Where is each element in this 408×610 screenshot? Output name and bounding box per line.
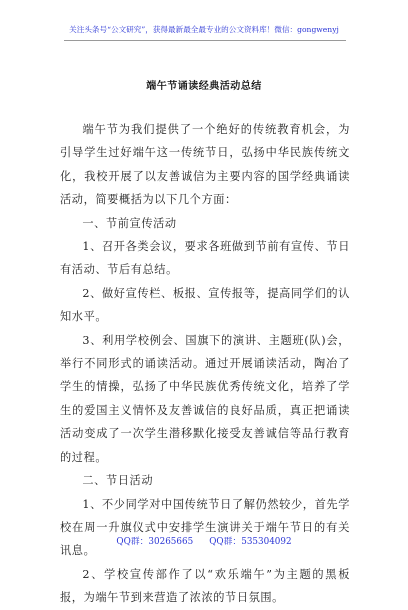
document-title: 端午节诵读经典活动总结 xyxy=(146,81,262,92)
intro-paragraph: 端午节为我们提供了一个绝好的传统教育机会，为引导学生过好端午这一传统节日，弘扬中华民族传统文化，我校开展了以友善诚信为主要内容的国学经典诵读活动，简要概括为以下几个方面： xyxy=(60,123,350,207)
section-heading-pre-festival: 一、节前宣传活动 xyxy=(82,216,177,230)
footer-qq-group-2[interactable]: QQ群：535304092 xyxy=(209,537,292,547)
footer-contact xyxy=(0,534,408,547)
list-item-speech: 1、不少同学对中国传统节日了解仍然较少，首先学校在周一升旗仪式中安排学生演讲关于端午节日的有关讯息。 xyxy=(60,497,350,558)
header-banner[interactable]: 关注头条号“公文研究”，获得最新最全最专业的公文资料库！微信：gongwenyj xyxy=(69,25,339,34)
list-item-publicity: 2、做好宣传栏、板报、宣传报等，提高同学们的认知水平。 xyxy=(60,286,350,324)
list-item-meetings: 1、召开各类会议，要求各班做到节前有宣传、节日有活动、节后有总结。 xyxy=(60,240,350,277)
footer-qq-group-1[interactable]: QQ群：30265665 xyxy=(116,537,194,547)
list-item-blackboard: 2、学校宣传部作了以“欢乐端午”为主题的黑板报，为端午节到来营造了浓浓的节日氛围。 xyxy=(60,567,350,605)
list-item-recitation: 3、利用学校例会、国旗下的演讲、主题班(队)会，举行不同形式的诵读活动。通过开展诵读活动，陶冶了学生的情操，弘扬了中华民族优秀传统文化，培养了学生的爱国主义情怀及友善诚信的良好品质，真正把诵读活动变成了一次学生潜移默化接受友善诚信等品行教育的过程。 xyxy=(60,333,350,464)
section-heading-festival: 二、节日活动 xyxy=(82,474,154,488)
header-divider xyxy=(64,40,346,41)
